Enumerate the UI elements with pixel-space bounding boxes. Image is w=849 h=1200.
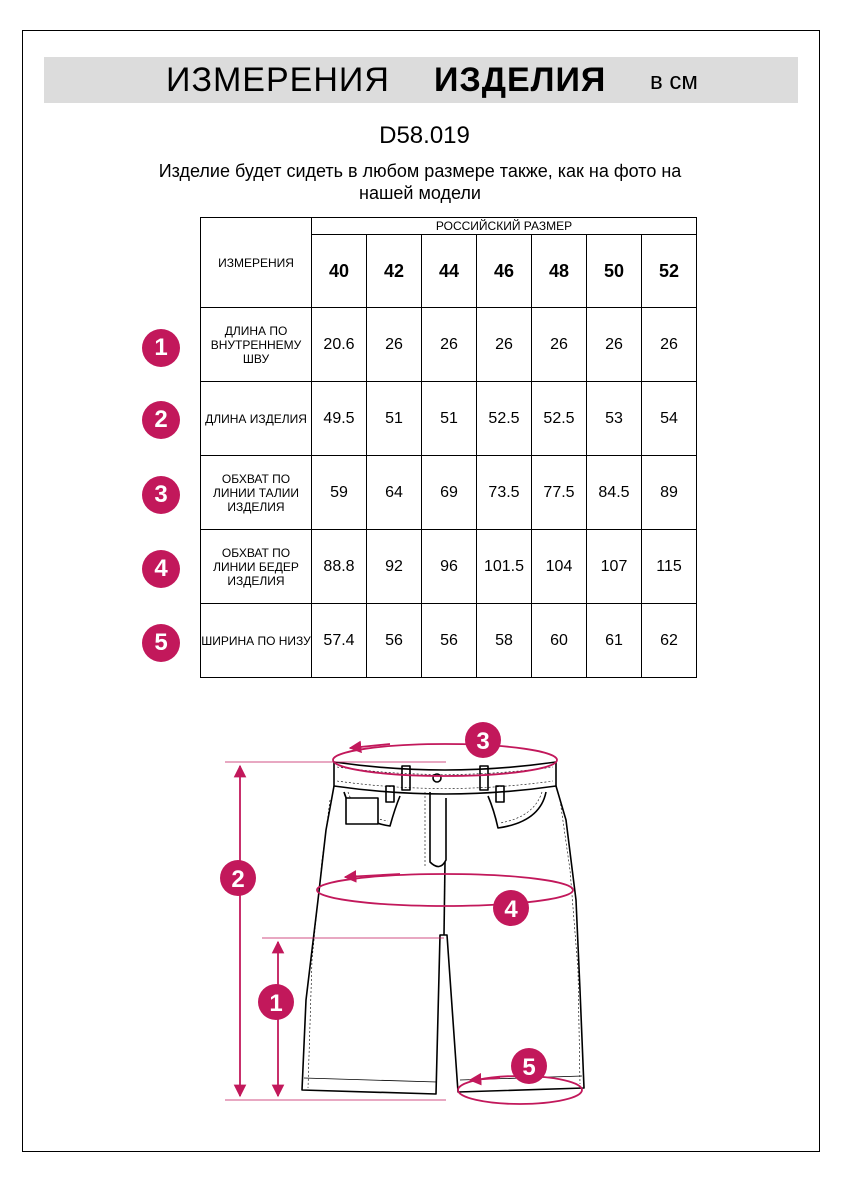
title-measurements: ИЗМЕРЕНИЯ <box>166 61 390 99</box>
table-cell: 56 <box>367 604 422 678</box>
size-header: 52 <box>642 235 697 308</box>
size-header: 48 <box>532 235 587 308</box>
row-number-badge: 5 <box>142 624 180 662</box>
row-label: ОБХВАТ ПО ЛИНИИ БЕДЕР ИЗДЕЛИЯ <box>201 530 312 604</box>
table-cell: 49.5 <box>312 382 367 456</box>
table-cell: 26 <box>587 308 642 382</box>
table-cell: 59 <box>312 456 367 530</box>
table-cell: 104 <box>532 530 587 604</box>
table-cell: 52.5 <box>532 382 587 456</box>
size-header: 42 <box>367 235 422 308</box>
unit-label: в см <box>650 68 698 95</box>
title-product: ИЗДЕЛИЯ <box>434 61 607 99</box>
row-label: ШИРИНА ПО НИЗУ <box>201 604 312 678</box>
table-cell: 26 <box>422 308 477 382</box>
row-number-badge: 3 <box>142 476 180 514</box>
size-header: 50 <box>587 235 642 308</box>
table-cell: 26 <box>477 308 532 382</box>
marker-label: 1 <box>269 990 283 1017</box>
marker-label: 2 <box>231 866 245 893</box>
marker-label: 5 <box>522 1054 536 1081</box>
row-label: ОБХВАТ ПО ЛИНИИ ТАЛИИ ИЗДЕЛИЯ <box>201 456 312 530</box>
table-cell: 53 <box>587 382 642 456</box>
marker-label: 4 <box>504 896 518 923</box>
size-header: 44 <box>422 235 477 308</box>
table-cell: 61 <box>587 604 642 678</box>
size-group-header: РОССИЙСКИЙ РАЗМЕР <box>312 218 697 235</box>
table-cell: 107 <box>587 530 642 604</box>
table-cell: 115 <box>642 530 697 604</box>
table-cell: 51 <box>422 382 477 456</box>
fit-note: Изделие будет сидеть в любом размере также, как на фото на нашей модели <box>158 161 682 203</box>
table-cell: 56 <box>422 604 477 678</box>
table-cell: 57.4 <box>312 604 367 678</box>
row-number-badge: 4 <box>142 550 180 588</box>
table-cell: 26 <box>532 308 587 382</box>
table-cell: 26 <box>642 308 697 382</box>
table-cell: 89 <box>642 456 697 530</box>
table-cell: 26 <box>367 308 422 382</box>
table-cell: 101.5 <box>477 530 532 604</box>
table-cell: 73.5 <box>477 456 532 530</box>
measure-header: ИЗМЕРЕНИЯ <box>201 218 312 308</box>
table-cell: 77.5 <box>532 456 587 530</box>
marker-label: 3 <box>476 728 490 755</box>
size-header: 46 <box>477 235 532 308</box>
table-cell: 54 <box>642 382 697 456</box>
table-cell: 52.5 <box>477 382 532 456</box>
table-cell: 51 <box>367 382 422 456</box>
table-cell: 20.6 <box>312 308 367 382</box>
row-label: ДЛИНА ПО ВНУТРЕННЕМУ ШВУ <box>201 308 312 382</box>
table-cell: 69 <box>422 456 477 530</box>
table-cell: 96 <box>422 530 477 604</box>
table-cell: 84.5 <box>587 456 642 530</box>
article-number: D58.019 <box>379 122 470 149</box>
shorts-drawing <box>302 762 584 1094</box>
table-cell: 92 <box>367 530 422 604</box>
table-cell: 64 <box>367 456 422 530</box>
row-label: ДЛИНА ИЗДЕЛИЯ <box>201 382 312 456</box>
row-number-badge: 2 <box>142 401 180 439</box>
table-cell: 58 <box>477 604 532 678</box>
row-number-badge: 1 <box>142 329 180 367</box>
size-header: 40 <box>312 235 367 308</box>
table-cell: 60 <box>532 604 587 678</box>
table-cell: 62 <box>642 604 697 678</box>
table-cell: 88.8 <box>312 530 367 604</box>
